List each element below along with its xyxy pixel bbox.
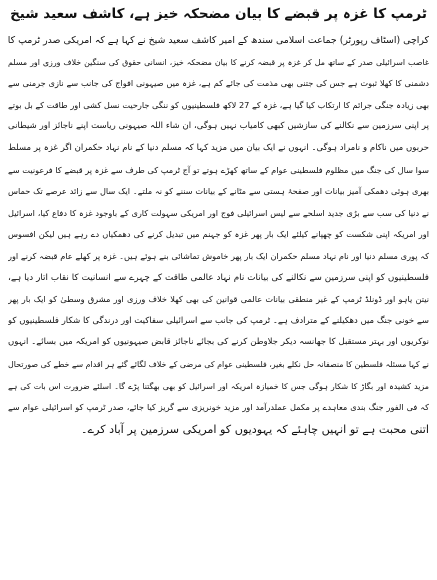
article-line: نے کہا مسئلہ فلسطین کا منصفانہ حل نکلے بغیر، فلسطینی عوام کی مرضی کے خلاف لگائے گئے ہر اقدام سے خطے کی صورتحال <box>8 359 429 369</box>
article-line: حربوں میں ناکام و نامراد ہوگی۔ انہوں نے ایک بیان میں مزید کہا کہ مسلم دنیا کے نام نہاد حکمران اگر غزہ پر مسلط <box>8 142 429 153</box>
article-line: بھی زیادہ جنگی جرائم کا ارتکاب کیا گیا ہے، غزہ کے 27 لاکھ فلسطینیوں کو ننگی جارحیت نسل کشی اور طاقت کے بل بوتے <box>8 99 429 110</box>
article-line: دشمنی کا کھلا ثبوت ہے جس کی جتنی بھی مذمت کی جائے کم ہے، غزہ میں صیہونی افواج کی جانب سے نازی جرمنی سے <box>8 78 429 89</box>
article-line: اور امریکہ اپنی شکست کو چھپانے کیلئے ایک بار پھر غزہ کو جہنم میں تبدیل کرنے کی دھمکیاں دے رہے ہیں لیکن افسوس <box>8 229 429 240</box>
article-line: فلسطینیوں کو اپنی سرزمین سے نکالنے کی بیانات نام نہاد عالمی طاقت کے چہرے سے انسانیت کا نقاب اتار دیا ہے، <box>8 272 429 283</box>
article-line: اتنی محبت ہے تو انہیں چاہئے کہ یہودیوں کو امریکی سرزمین پر آباد کرے۔ <box>81 422 429 436</box>
article-line: سوا سال کی جنگ میں مظلوم فلسطینی عوام کے ساتھ کھڑے ہوتے تو آج ٹرمپ کی طرف سے غزہ پر قبضے کا فرعونیت سے <box>8 164 429 175</box>
article-line: کہ پوری مسلم دنیا اور نام نہاد مسلم حکمران ایک بار پھر خاموش تماشائی بنے ہوئے ہیں۔ غزہ پر کھلے عام قبضہ کرنے اور <box>8 250 429 261</box>
article-line: پر اپنی سرزمین سے نکالنے کی سازشیں کبھی کامیاب نہیں ہوگی، ان شاء اللہ صیہونی ریاست اپنے ناجائز اور شیطانی <box>8 121 429 132</box>
article-line: مزید کشیدہ اور بگاڑ کا شکار ہوگی جس کا خمیازہ امریکہ اور اسرائیل کو بھی بھگتنا پڑے گا۔ اسلئے ضرورت اس بات کی ہے <box>8 381 429 391</box>
article-body <box>8 30 429 440</box>
article-line: کراچی (اسٹاف رپورٹر) جماعت اسلامی سندھ کے امیر کاشف سعید شیخ نے کہا ہے کہ امریکی صدر ٹرمپ کا <box>8 35 429 46</box>
article-line: غاصب اسرائیلی صدر کے ساتھ مل کر غزہ پر قبضہ کرنے کا بیان مضحکہ خیز، انسانی حقوق کی سنگین خلاف ورزی اور مسلم <box>8 57 429 67</box>
article-line: نوکریوں اور بہتر مستقبل کا جھانسہ دیکر جلاوطن کرنے کی بجائے ناجائز قابض صیہونیوں کو امریکہ میں بسائے۔ انہوں <box>8 337 429 348</box>
article-line: نیتن یاہو اور ڈونلڈ ٹرمپ کے غیر منطقی بیانات عالمی قوانین کی بھی کھلا خلاف ورزی اور مشرق وسطیٰ کو ایک بار پھر <box>8 294 429 305</box>
article-line: کہ فی الفور جنگ بندی معاہدے پر مکمل عملدرآمد اور مزید خونریزی سے گریز کیا جائے، صدر ٹرمپ کو اسرائیلی عوام سے <box>8 402 429 413</box>
article-line: سے خونی جنگ میں دھکیلنے کے مترادف ہے۔ ٹرمپ کی جانب سے اسرائیلی سفاکیت اور درندگی کا شکار فلسطینیوں کو <box>8 315 429 326</box>
article-line: نے دنیا کی سب سے بڑی جدید اسلحے سے لیس اسرائیلی فوج اور امریکی سہولت کاری کے باوجود غزہ کا دفاع کیا، اسرائیل <box>8 207 429 218</box>
article-line: بھری ہوئی دھمکی آمیز بیانات اور صفحۂ ہستی سے مٹانے کے بیانات سننے کو نہ ملتے۔ ایک سال سے زائد عرصے تک حماس <box>8 186 429 197</box>
headline: ٹرمپ کا غزہ پر قبضے کا بیان مضحکہ خیز ہے، کاشف سعید شیخ <box>10 6 427 22</box>
